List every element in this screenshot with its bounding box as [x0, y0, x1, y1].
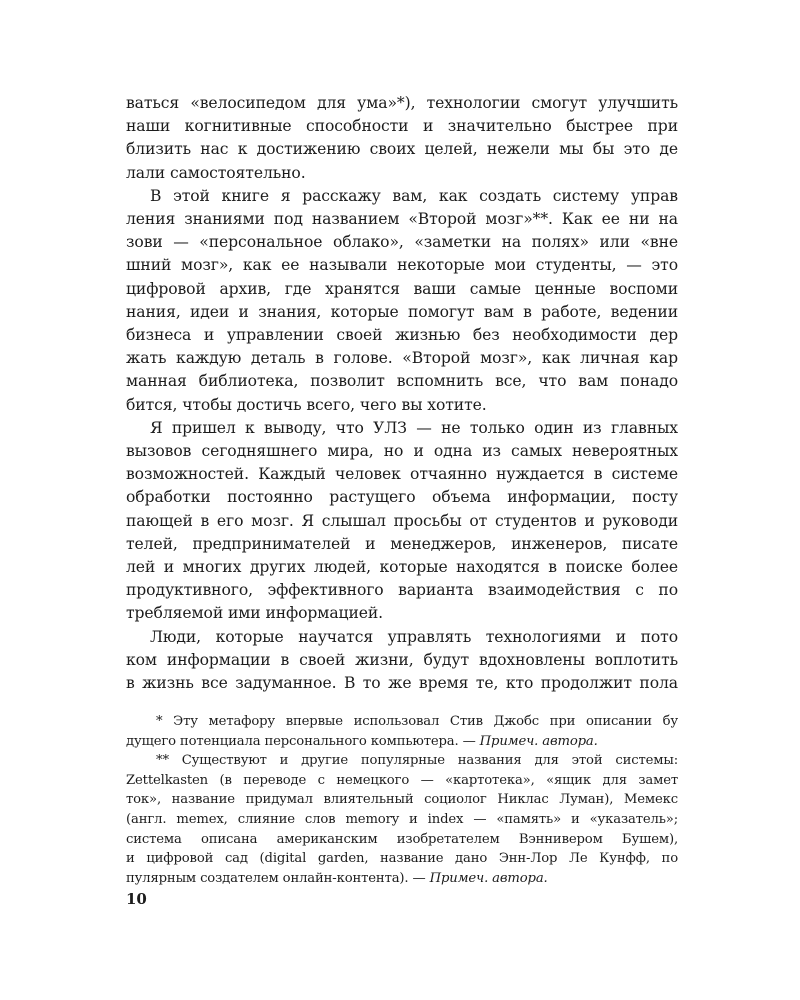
footnote-line: * Эту метафору впервые использовал Стив Джобс при описании бу [156, 714, 678, 729]
footnote-line [126, 732, 678, 752]
text-line: лали самостоятельно. [126, 163, 306, 182]
text-line: ваться «велосипедом для ума»*), технологии смогут улучшить [126, 94, 678, 112]
text-line: зови — «персональное облако», «заметки на полях» или «вне [126, 233, 678, 252]
paragraph-4 [126, 626, 678, 696]
text-line: нания, идеи и знания, которые помогут вам в работе, ведении [126, 302, 678, 321]
paragraph-1 [126, 92, 678, 185]
text-line: пающей в его мозг. Я слышал просьбы от студентов и руководи [126, 511, 678, 530]
footnote-line: и цифровой сад (digital garden, название дано Энн-Лор Ле Кунфф, по [126, 851, 678, 867]
text-line: жать каждую деталь в голове. «Второй мозг», как личная кар [126, 349, 678, 368]
footnote-text: пулярным создателем онлайн-контента). — [126, 870, 426, 886]
text-line: ления знаниями под названием «Второй мозг»**. Как ее ни на [126, 210, 678, 229]
text-line: возможностей. Каждый человек отчаянно нуждается в системе [126, 465, 678, 484]
text-line: лей и многих других людей, которые находятся в поиске более [126, 558, 678, 577]
text-line: вызовов сегодняшнего мира, но и одна из самых невероятных [126, 442, 678, 461]
text-line: в жизнь все задуманное. В то же время те, кто продолжит пола [126, 674, 678, 693]
footnote-line [126, 869, 678, 889]
text-line: требляемой ими информацией. [126, 604, 384, 623]
footnote-text: дущего потенциала персонального компьютера. — [126, 733, 476, 749]
text-line: В этой книге я расскажу вам, как создать систему управ [150, 186, 678, 205]
text-line: цифровой архив, где хранятся ваши самые ценные воспоми [126, 279, 678, 298]
text-line: Люди, которые научатся управлять технологиями и пото [150, 627, 678, 646]
footnote-line: ток», название придумал влиятельный социолог Никлас Луман), Мемекс [126, 792, 678, 808]
text-line: Я пришел к выводу, что УЛЗ — не только один из главных [150, 418, 678, 437]
text-line: шний мозг», как ее называли некоторые мои студенты, — это [126, 256, 678, 275]
paragraph-2 [126, 185, 678, 417]
footnote-2 [126, 751, 678, 888]
footnote-line: (англ. memex, слияние слов memory и index — «память» и «указатель»; [126, 811, 678, 827]
text-line: продуктивного, эффективного варианта взаимодействия с по [126, 581, 678, 600]
footnote-line: Zettelkasten (в переводе с немецкого — «картотека», «ящик для замет [126, 772, 678, 788]
text-line: бится, чтобы достичь всего, чего вы хотите. [126, 395, 487, 414]
footnote-line: система описана американским изобретателем Вэннивером Бушем), [126, 831, 678, 847]
page-number: 10 [126, 890, 147, 908]
text-line: наши когнитивные способности и значительно быстрее при [126, 117, 678, 136]
author-note: Примеч. автора. [479, 733, 598, 749]
body-text [126, 92, 678, 695]
author-note: Примеч. автора. [429, 870, 548, 886]
footnotes [126, 712, 678, 888]
paragraph-3 [126, 417, 678, 626]
footnote-1 [126, 712, 678, 751]
text-line: близить нас к достижению своих целей, нежели мы бы это де [126, 140, 678, 159]
footnote-line: ** Существуют и другие популярные названия для этой системы: [156, 753, 678, 769]
text-line: ком информации в своей жизни, будут вдохновлены воплотить [126, 650, 678, 669]
text-line: манная библиотека, позволит вспомнить все, что вам понадо [126, 372, 678, 391]
text-line: телей, предпринимателей и менеджеров, инженеров, писате [126, 534, 678, 553]
text-line: бизнеса и управлении своей жизнью без необходимости дер [126, 326, 678, 345]
text-line: обработки постоянно растущего объема информации, посту [126, 488, 678, 507]
